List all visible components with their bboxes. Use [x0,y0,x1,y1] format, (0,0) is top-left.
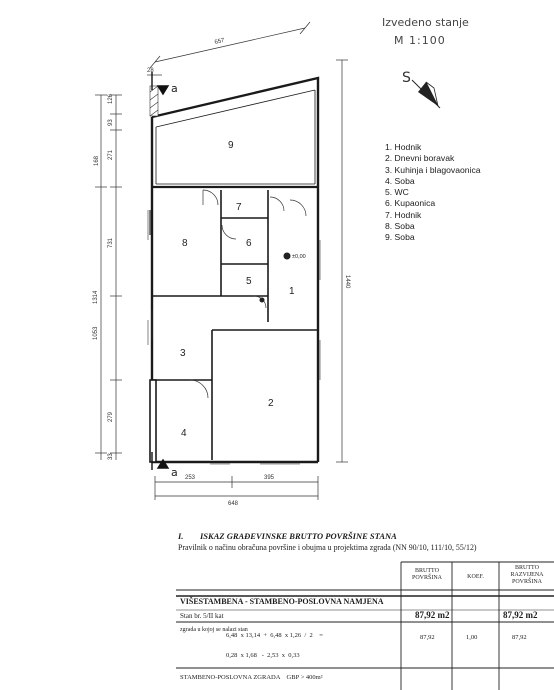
col-header-brutto: BRUTTO POVRŠINA [411,568,442,581]
section-number: I. [178,531,184,541]
north-label: S [402,70,411,86]
room-5-number: 5 [246,276,252,287]
room-4-number: 4 [181,428,187,439]
dim-bottom-total: 648 [228,501,239,507]
drawing-status: Izvedeno stanje [382,16,469,29]
room-7-number: 7 [236,202,242,213]
dim-left-a-3: 271 [108,149,114,160]
legend-item: 8. Soba [385,221,415,232]
dim-left-b-2: 1053 [93,326,99,340]
dim-top: 657 [214,37,226,46]
legend-item: 6. Kupaonica [385,198,436,209]
room-2-number: 2 [268,398,274,409]
formula-line-1: 6,48 x 13,14 + 6,48 x 1,26 / 2 = [226,632,323,639]
legend-item: 5. WC [385,187,409,198]
room-9-number: 9 [228,140,234,151]
zgrada-label: zgrada u kojoj se nalazi stan [180,627,248,633]
dim-left-b-1: 731 [108,237,114,248]
legend-item: 1. Hodnik [385,142,422,152]
room-6-number: 6 [246,238,252,249]
legend-item: 3. Kuhinja i blagovaonica [385,164,481,175]
dim-left-b-0: 1314 [93,290,99,304]
row-total: 87,92 [512,634,527,641]
dim-left-b-3: 279 [108,411,114,422]
dim-top-small: 28 [147,68,154,74]
legend-item: 7. Hodnik [385,209,422,220]
dim-left-a-2: 168 [94,155,100,166]
col-header-razvijena: BRUTTO RAZVIJENA POVRŠINA [510,565,544,585]
room-1-number: 1 [289,286,295,297]
dim-left-a-0: 126 [108,93,114,104]
dim-bottom-a: 253 [185,475,196,481]
dim-right: 1440 [344,275,350,289]
legend-item: 9. Soba [385,232,415,243]
dim-bottom-b: 395 [264,475,275,481]
dim-left-b-4: 33 [108,453,114,460]
apartment-label: Stan br. 5/II kat [180,612,224,620]
formula-line-2: 0,28 x 1,68 - 2,53 x 0,33 [226,652,300,659]
drawing-scale: M 1:100 [394,34,446,47]
level-mark: ±0,00 [292,254,306,260]
section-label-top: a [171,82,178,95]
room-8-number: 8 [182,238,188,249]
row-koef: 1,00 [466,634,478,641]
section-label-bottom: a [171,466,178,479]
row-area: 87,92 [420,634,435,641]
col-header-koef: KOEF. [467,574,484,580]
legend-item: 2. Dnevni boravak [385,153,455,164]
section-subtitle: Pravilnik o načinu obračuna površine i obujma u projektima zgrada (NN 90/10, 111/10, 55/12) [178,543,477,552]
apartment-total: 87,92 m2 [503,610,538,620]
section-title: ISKAZ GRAĐEVINSKE BRUTTO POVRŠINE STANA [200,531,397,541]
legend-item: 4. Soba [385,175,415,186]
category-label: VIŠESTAMBENA - STAMBENO-POSLOVNA NAMJENA [180,597,384,606]
room-3-number: 3 [180,348,186,359]
table-footer: STAMBENO-POSLOVNA ZGRADA GBP > 400m² [180,674,323,681]
dim-left-a-1: 93 [108,119,114,126]
apartment-area: 87,92 m2 [415,610,450,620]
